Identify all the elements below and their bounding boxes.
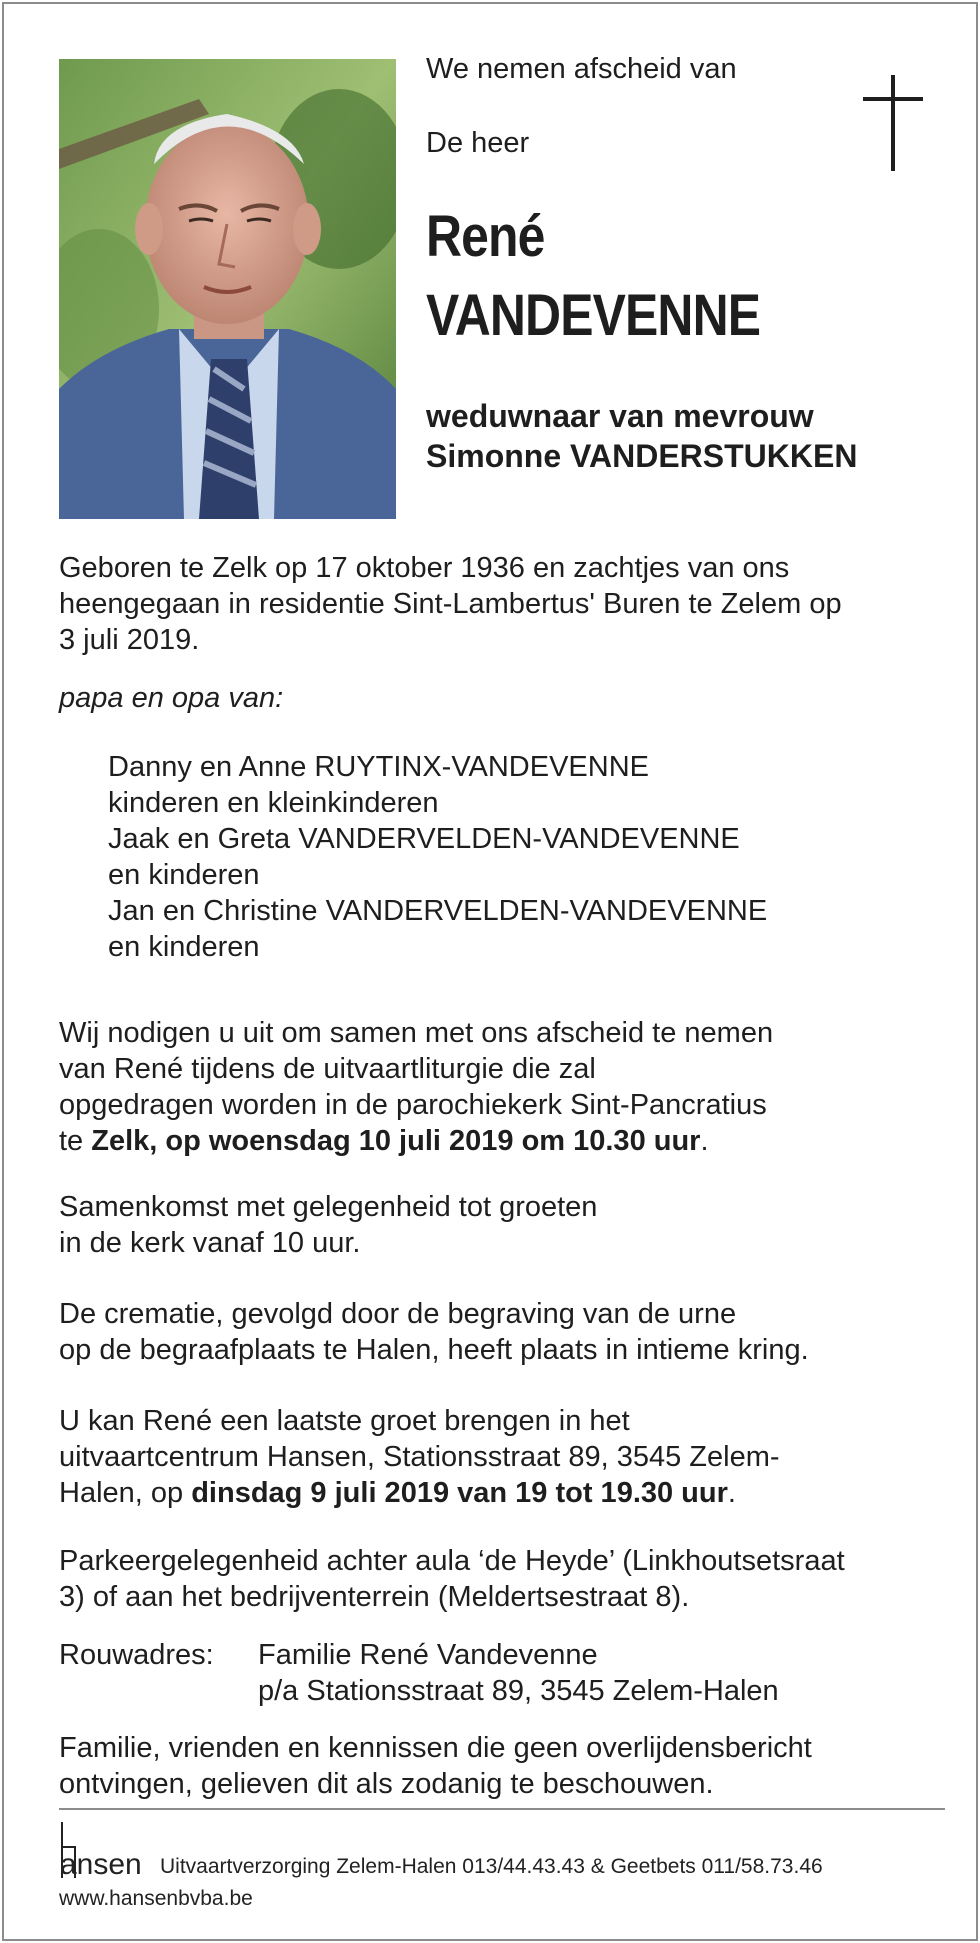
paragraph-line: opgedragen worden in de parochiekerk Sint-Pancratius bbox=[59, 1089, 767, 1121]
list-item: Jan en Christine VANDERVELDEN-VANDEVENNE bbox=[108, 895, 768, 927]
mourning-address bbox=[258, 1637, 779, 1709]
list-item: Jaak en Greta VANDERVELDEN-VANDEVENNE bbox=[108, 823, 740, 855]
paragraph-line: Geboren te Zelk op 17 oktober 1936 en zachtjes van ons bbox=[59, 552, 790, 584]
list-item: en kinderen bbox=[108, 931, 260, 963]
address-line: Familie René Vandevenne bbox=[258, 1639, 598, 1671]
last-greeting-paragraph bbox=[59, 1403, 939, 1511]
paragraph-line: uitvaartcentrum Hansen, Stationsstraat 89, 3545 Zelem- bbox=[59, 1441, 780, 1473]
paragraph-line: Familie, vrienden en kennissen die geen overlijdensbericht bbox=[59, 1732, 812, 1764]
cremation-paragraph bbox=[59, 1296, 939, 1368]
text-suffix: . bbox=[727, 1477, 736, 1509]
paragraph-line bbox=[59, 1123, 939, 1159]
paragraph-line: heengegaan in residentie Sint-Lambertus' Buren te Zelem op bbox=[59, 588, 842, 620]
widower-line-2: Simonne VANDERSTUKKEN bbox=[426, 438, 858, 474]
paragraph-line: Samenkomst met gelegenheid tot groeten bbox=[59, 1191, 598, 1223]
paragraph-line: U kan René een laatste groet brengen in het bbox=[59, 1405, 630, 1437]
footer-contact: Uitvaartverzorging Zelem-Halen 013/44.43.43 & Geetbets 011/58.73.46 bbox=[160, 1855, 823, 1878]
children-list bbox=[108, 749, 767, 965]
list-item: Danny en Anne RUYTINX-VANDEVENNE bbox=[108, 751, 650, 783]
deceased-first-name: René bbox=[426, 204, 545, 269]
birth-death-paragraph bbox=[59, 550, 939, 658]
portrait-image bbox=[59, 59, 396, 519]
paragraph-line: in de kerk vanaf 10 uur. bbox=[59, 1227, 361, 1259]
cross-icon bbox=[863, 75, 923, 171]
footer-website-link[interactable]: www.hansenbvba.be bbox=[59, 1887, 253, 1910]
deceased-last-name: VANDEVENNE bbox=[426, 283, 761, 348]
honorific: De heer bbox=[426, 127, 530, 159]
text-suffix: . bbox=[700, 1125, 709, 1157]
funeral-date: Zelk, op woensdag 10 juli 2019 om 10.30 uur bbox=[91, 1125, 701, 1157]
paragraph-line: op de begraafplaats te Halen, heeft plaats in intieme kring. bbox=[59, 1334, 809, 1366]
address-label: Rouwadres: bbox=[59, 1639, 214, 1671]
paragraph-line: Wij nodigen u uit om samen met ons afscheid te nemen bbox=[59, 1017, 774, 1049]
text-prefix: te bbox=[59, 1125, 92, 1157]
paragraph-line bbox=[59, 1475, 939, 1511]
gathering-paragraph bbox=[59, 1189, 939, 1261]
notice-paragraph bbox=[59, 1730, 939, 1802]
portrait-photo bbox=[59, 59, 396, 519]
children-intro: papa en opa van: bbox=[59, 682, 284, 714]
parking-paragraph bbox=[59, 1543, 939, 1615]
address-line: p/a Stationsstraat 89, 3545 Zelem-Halen bbox=[258, 1675, 779, 1707]
paragraph-line: De crematie, gevolgd door de begraving van de urne bbox=[59, 1298, 737, 1330]
paragraph-line: Parkeergelegenheid achter aula ‘de Heyde’ (Linkhoutsetsraat bbox=[59, 1545, 845, 1577]
invitation-paragraph bbox=[59, 1015, 939, 1159]
text-prefix: Halen, op bbox=[59, 1477, 192, 1509]
logo-wordmark: ansen bbox=[60, 1848, 142, 1881]
list-item: en kinderen bbox=[108, 859, 260, 891]
widower-line-1: weduwnaar van mevrouw bbox=[426, 398, 814, 434]
list-item: kinderen en kleinkinderen bbox=[108, 787, 439, 819]
paragraph-line: 3 juli 2019. bbox=[59, 624, 200, 656]
paragraph-line: van René tijdens de uitvaartliturgie die zal bbox=[59, 1053, 596, 1085]
header-intro: We nemen afscheid van bbox=[426, 53, 737, 85]
paragraph-line: 3) of aan het bedrijventerrein (Meldertsestraat 8). bbox=[59, 1581, 690, 1613]
widower-of bbox=[426, 396, 857, 476]
visitation-date: dinsdag 9 juli 2019 van 19 tot 19.30 uur bbox=[191, 1477, 728, 1509]
footer-divider bbox=[59, 1808, 945, 1810]
paragraph-line: ontvingen, gelieven dit als zodanig te beschouwen. bbox=[59, 1768, 714, 1800]
